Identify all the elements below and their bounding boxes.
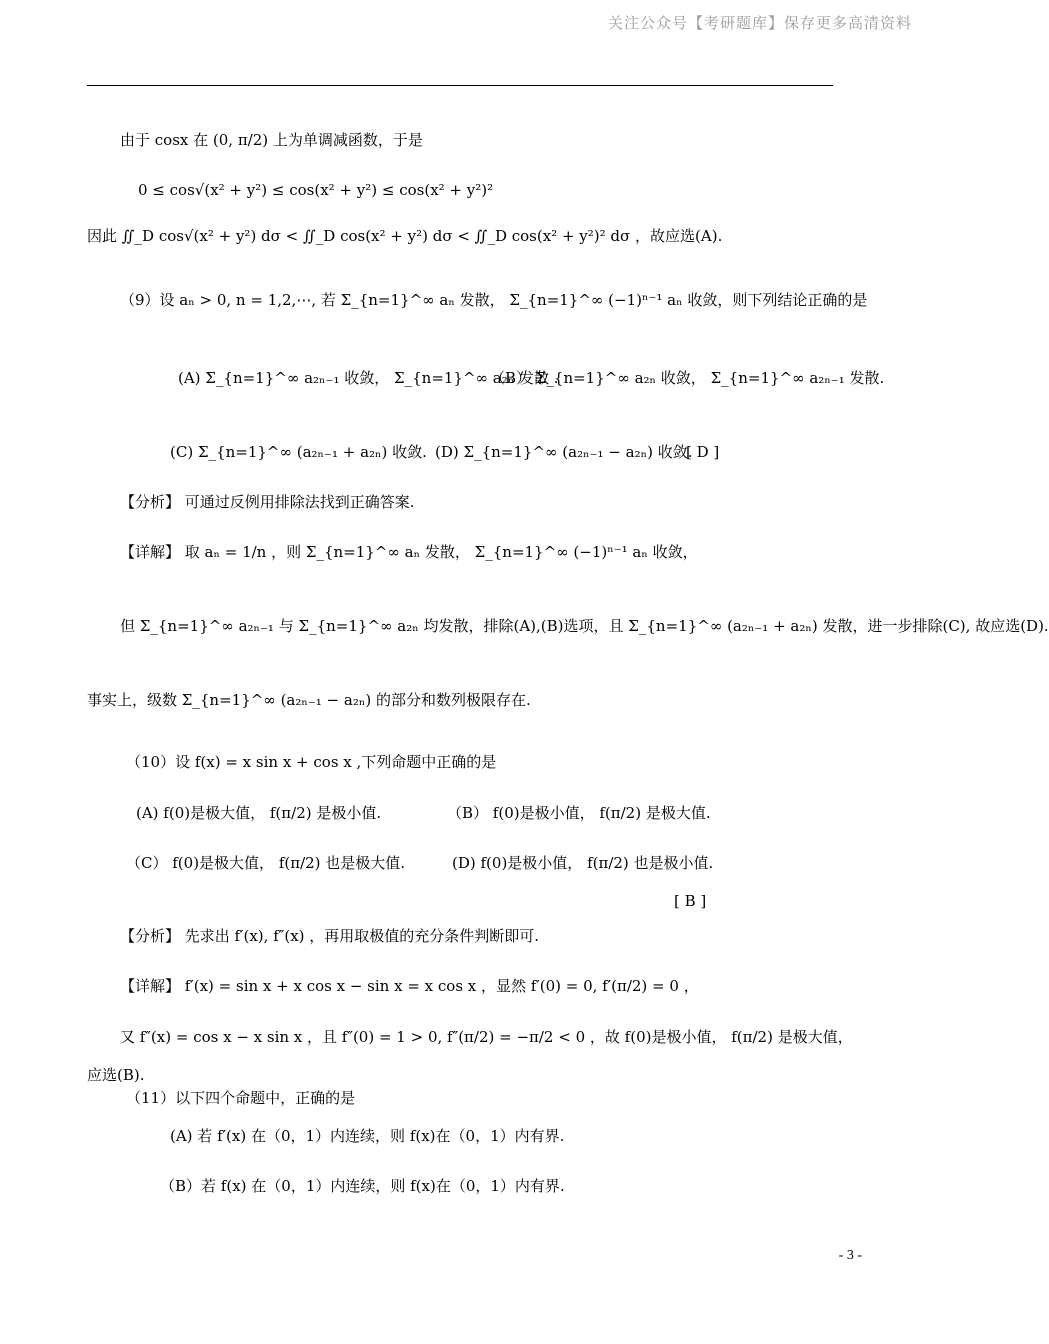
- option-a: (A) 若 f′(x) 在（0，1）内连续，则 f(x)在（0，1）内有界.: [170, 1127, 565, 1145]
- option-b: （B） Σ_{n=1}^∞ a₂ₙ 收敛， Σ_{n=1}^∞ a₂ₙ₋₁ 发散.: [490, 369, 885, 387]
- option-a: (A) Σ_{n=1}^∞ a₂ₙ₋₁ 收敛， Σ_{n=1}^∞ a₂ₙ 发散 .: [178, 369, 559, 387]
- page-number: - 3 -: [838, 1248, 862, 1263]
- option-b: （B）若 f(x) 在（0，1）内连续，则 f(x)在（0，1）内有界.: [160, 1177, 565, 1195]
- answer-bracket: [ B ]: [674, 892, 707, 910]
- solution: 【详解】 f′(x) = sin x + x cos x − sin x = x cos x ，显然 f′(0) = 0, f′(π/2) = 0 ，: [120, 977, 699, 995]
- text-line: 又 f″(x) = cos x − x sin x ，且 f″(0) = 1 > 0, f″(π/2) = −π/2 < 0 ，故 f(0)是极小值， f(π/2) 是极大值，: [120, 1028, 853, 1046]
- text-line: 因此 ∬_D cos√(x² + y²) dσ < ∬_D cos(x² + y²) dσ < ∬_D cos(x² + y²)² dσ ，故应选(A).: [87, 227, 723, 245]
- option-b: （B） f(0)是极小值， f(π/2) 是极大值.: [447, 804, 711, 822]
- question-10: （10）设 f(x) = x sin x + cos x ,下列命题中正确的是: [126, 753, 497, 771]
- solution: 【详解】 取 aₙ = 1/n ，则 Σ_{n=1}^∞ aₙ 发散， Σ_{n=1}^∞ (−1)ⁿ⁻¹ aₙ 收敛，: [120, 543, 698, 561]
- header-rule: [87, 85, 833, 86]
- text-line: 事实上，级数 Σ_{n=1}^∞ (a₂ₙ₋₁ − a₂ₙ) 的部分和数列极限存在.: [87, 691, 531, 709]
- question-11: （11）以下四个命题中，正确的是: [126, 1089, 356, 1107]
- question-9: （9）设 aₙ > 0, n = 1,2,⋯, 若 Σ_{n=1}^∞ aₙ 发散， Σ_{n=1}^∞ (−1)ⁿ⁻¹ aₙ 收敛，则下列结论正确的是: [120, 291, 868, 309]
- analysis: 【分析】 先求出 f′(x), f″(x) ，再用取极值的充分条件判断即可.: [120, 927, 540, 945]
- option-d: (D) f(0)是极小值， f(π/2) 也是极小值.: [452, 854, 714, 872]
- option-a: (A) f(0)是极大值， f(π/2) 是极小值.: [136, 804, 382, 822]
- option-c: (C) Σ_{n=1}^∞ (a₂ₙ₋₁ + a₂ₙ) 收敛.: [170, 443, 427, 461]
- answer-bracket: [ D ]: [686, 443, 720, 461]
- text-line: 0 ≤ cos√(x² + y²) ≤ cos(x² + y²) ≤ cos(x² + y²)²: [138, 181, 494, 199]
- text-line: 但 Σ_{n=1}^∞ a₂ₙ₋₁ 与 Σ_{n=1}^∞ a₂ₙ 均发散，排除(A),(B)选项，且 Σ_{n=1}^∞ (a₂ₙ₋₁ + a₂ₙ) 发散，进一步排除(C), 故应选(D).: [120, 617, 1049, 635]
- option-d: (D) Σ_{n=1}^∞ (a₂ₙ₋₁ − a₂ₙ) 收敛.: [435, 443, 693, 461]
- analysis: 【分析】 可通过反例用排除法找到正确答案.: [120, 493, 415, 511]
- option-c: （C） f(0)是极大值， f(π/2) 也是极大值.: [126, 854, 406, 872]
- text-line: 由于 cosx 在 (0, π/2) 上为单调减函数，于是: [120, 131, 423, 149]
- text-line: 应选(B).: [87, 1066, 145, 1084]
- watermark: 关注公众号【考研题库】保存更多高清资料: [607, 14, 912, 32]
